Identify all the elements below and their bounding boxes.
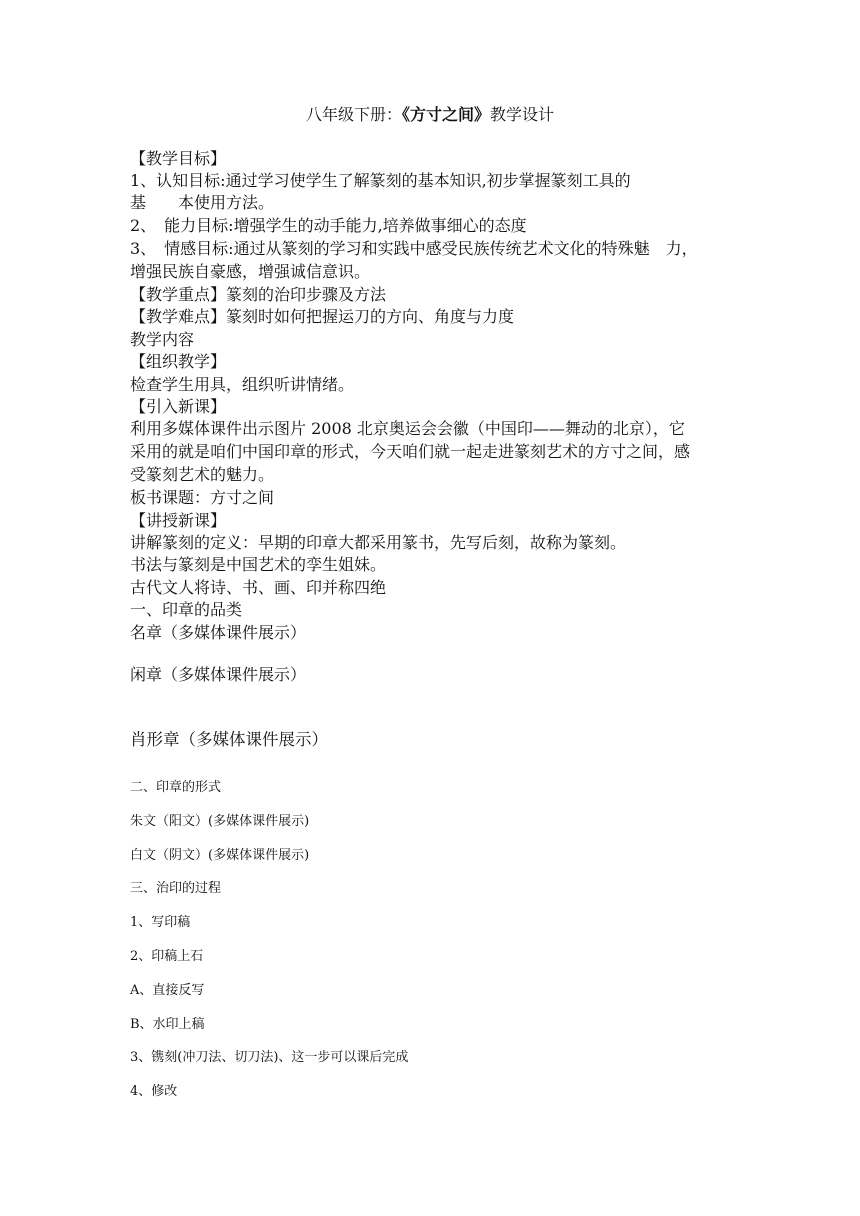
section-heading-lecture: 【讲授新课】 (130, 511, 227, 530)
intro-text-1: 利用多媒体课件出示图片 2008 北京奥运会会徽（中国印——舞动的北京），它 (130, 419, 685, 438)
form-red-text: 朱文（阳文）(多媒体课件展示) (130, 814, 310, 829)
process-heading: 三、治印的过程 (130, 881, 222, 896)
document-title (0, 104, 860, 126)
seal-categories-heading: 一、印章的品类 (130, 600, 243, 619)
process-step-2: 2、印稿上石 (130, 949, 204, 964)
organize-text: 检查学生用具，组织听讲情绪。 (130, 375, 355, 394)
title-prefix: 八年级下册： (305, 105, 402, 124)
objective-cognitive-cont: 基 本使用方法。 (130, 193, 275, 212)
process-step-2b: B、水印上稿 (130, 1017, 205, 1032)
difficult-point: 【教学难点】篆刻时如何把握运刀的方向、角度与力度 (130, 307, 515, 326)
category-leisure-seal: 闲章（多媒体课件展示） (130, 665, 307, 684)
objective-cognitive: 1、认知目标:通过学习使学生了解篆刻的基本知识,初步掌握篆刻工具的 (130, 171, 631, 190)
form-white-text: 白文（阴文）(多媒体课件展示) (130, 848, 310, 863)
title-book-name: 《方寸之间》 (401, 105, 490, 124)
lecture-definition: 讲解篆刻的定义：早期的印章大都采用篆书，先写后刻，故称为篆刻。 (130, 533, 627, 552)
teaching-content-heading: 教学内容 (130, 330, 195, 349)
objective-emotion-cont: 增强民族自豪感，增强诚信意识。 (130, 262, 371, 281)
key-point: 【教学重点】篆刻的治印步骤及方法 (130, 285, 387, 304)
section-heading-organize: 【组织教学】 (130, 352, 227, 371)
category-portrait-seal: 肖形章（多媒体课件展示） (130, 730, 328, 749)
lecture-sisters: 书法与篆刻是中国艺术的孪生姐妹。 (130, 555, 387, 574)
intro-text-2: 采用的就是咱们中国印章的形式，今天咱们就一起走进篆刻艺术的方寸之间，感 (130, 442, 691, 461)
title-suffix: 教学设计 (490, 105, 555, 124)
board-title: 板书课题：方寸之间 (130, 488, 275, 507)
seal-forms-heading: 二、印章的形式 (130, 780, 222, 795)
section-heading-intro: 【引入新课】 (130, 397, 227, 416)
section-heading-objectives: 【教学目标】 (130, 149, 227, 168)
process-step-4: 4、修改 (130, 1084, 178, 1099)
process-step-3: 3、镌刻(冲刀法、切刀法)、这一步可以课后完成 (130, 1050, 409, 1065)
intro-text-3: 受篆刻艺术的魅力。 (130, 465, 275, 484)
objective-emotion: 3、 情感目标:通过从篆刻的学习和实践中感受民族传统艺术文化的特殊魅 力， (130, 239, 698, 258)
lecture-four-arts: 古代文人将诗、书、画、印并称四绝 (130, 578, 387, 597)
process-step-2a: A、直接反写 (130, 983, 205, 998)
process-step-1: 1、写印稿 (130, 915, 191, 930)
objective-ability: 2、 能力目标:增强学生的动手能力,培养做事细心的态度 (130, 216, 527, 235)
category-name-seal: 名章（多媒体课件展示） (130, 623, 307, 642)
